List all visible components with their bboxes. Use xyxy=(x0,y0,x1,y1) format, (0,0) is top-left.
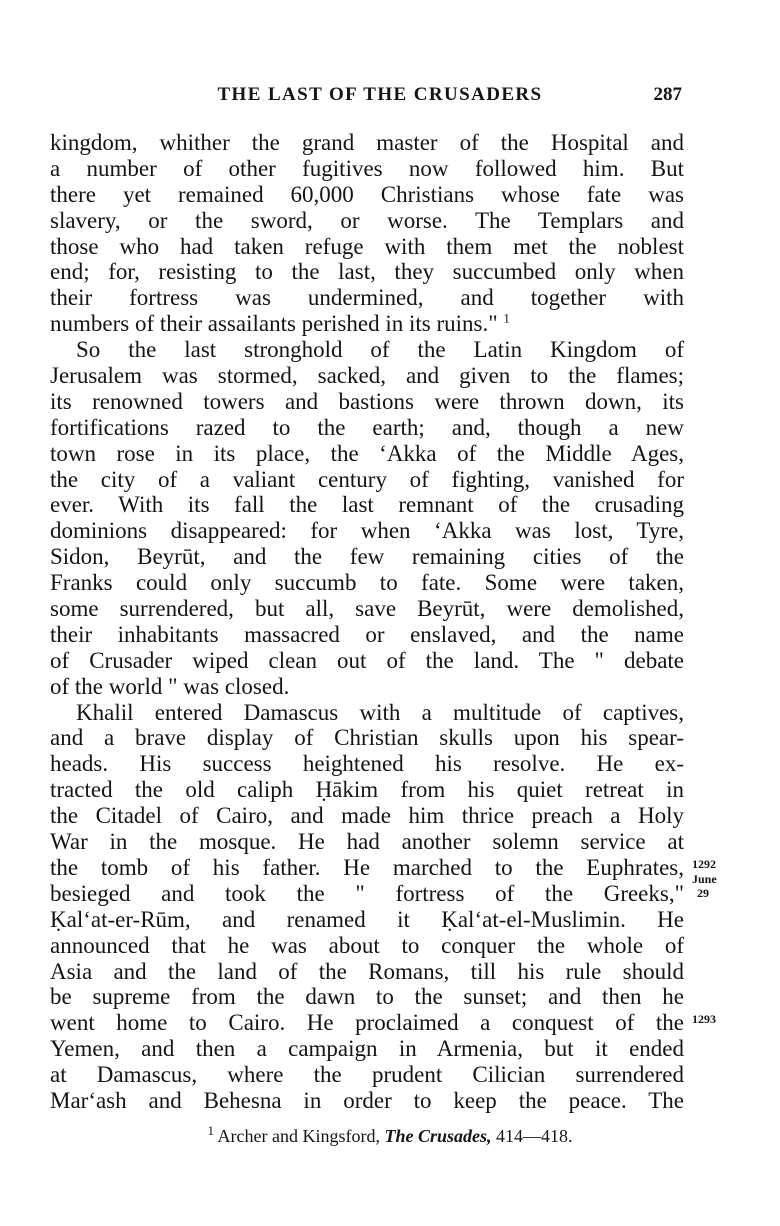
text-line: town rose in its place, the ‘Akka of the Middle Ages, xyxy=(50,440,684,466)
text-line: some surrendered, but all, save Beyrūt, were demolished, xyxy=(50,596,684,622)
text-line: the tomb of his father. He marched to the Euphrates, xyxy=(50,854,684,880)
page-header xyxy=(50,84,684,114)
text-line: Asia and the land of the Romans, till his rule should xyxy=(50,958,684,984)
text-line: numbers of their assailants perished in its ruins." xyxy=(50,311,498,337)
text-line: end; for, resisting to the last, they succumbed only when xyxy=(50,259,684,285)
margin-day-29: 29 xyxy=(697,886,709,900)
text-line: and a brave display of Christian skulls upon his spear- xyxy=(50,725,684,751)
text-line: fortifications razed to the earth; and, though a new xyxy=(50,414,684,440)
body-text xyxy=(50,130,684,1114)
running-title: THE LAST OF THE CRUSADERS xyxy=(217,84,543,105)
text-line: tracted the old caliph Ḥākim from his quiet retreat in xyxy=(50,777,684,803)
text-line: dominions disappeared: for when ‘Akka was lost, Tyre, xyxy=(50,518,684,544)
footnote xyxy=(0,1123,780,1147)
text-line: of Crusader wiped clean out of the land. The " debate xyxy=(50,647,684,673)
footnote-pages: 414—418. xyxy=(495,1126,573,1146)
footnote-authors: Archer and Kingsford, xyxy=(217,1126,380,1146)
text-line: their inhabitants massacred or enslaved, and the name xyxy=(50,621,684,647)
footnote-mark: 1 xyxy=(207,1123,214,1138)
text-line: at Damascus, where the prudent Cilician surrendered xyxy=(50,1062,684,1088)
text-line: Jerusalem was stormed, sacked, and given to the flames; xyxy=(50,363,684,389)
text-line: slavery, or the sword, or worse. The Templars and xyxy=(50,207,684,233)
text-line: be supreme from the dawn to the sunset; and then he xyxy=(50,984,684,1010)
text-line: besieged and took the " fortress of the Greeks," xyxy=(50,880,684,906)
margin-month-june: June xyxy=(692,872,717,886)
text-line: of the world " was closed. xyxy=(50,673,290,699)
margin-year-1293: 1293 xyxy=(692,1012,716,1026)
text-line: the Citadel of Cairo, and made him thrice preach a Holy xyxy=(50,803,684,829)
text-line: Ḳal‘at-er-Rūm, and renamed it Ḳal‘at-el-Muslimin. He xyxy=(50,906,684,932)
margin-year-1292: 1292 xyxy=(692,857,716,871)
paragraph-start: Khalil entered Damascus with a multitude of captives, xyxy=(76,699,684,725)
text-line: ever. With its fall the last remnant of the crusading xyxy=(50,492,684,518)
text-line: there yet remained 60,000 Christians whose fate was xyxy=(50,181,684,207)
text-line-with-note xyxy=(50,311,684,337)
text-line: War in the mosque. He had another solemn service at xyxy=(50,829,684,855)
text-line: announced that he was about to conquer the whole of xyxy=(50,932,684,958)
text-line: its renowned towers and bastions were thrown down, its xyxy=(50,388,684,414)
text-line: heads. His success heightened his resolve. He ex- xyxy=(50,751,684,777)
text-line: Sidon, Beyrūt, and the few remaining cities of the xyxy=(50,544,684,570)
text-line: went home to Cairo. He proclaimed a conquest of the xyxy=(50,1010,684,1036)
footnote-reference: 1 xyxy=(503,310,510,326)
page-number: 287 xyxy=(653,84,682,105)
footnote-title: The Crusades, xyxy=(384,1126,492,1146)
text-line: a number of other fugitives now followed him. But xyxy=(50,155,684,181)
paragraph-start: So the last stronghold of the Latin Kingdom of xyxy=(76,337,684,363)
text-line: kingdom, whither the grand master of the Hospital and xyxy=(50,130,684,155)
text-line: their fortress was undermined, and together with xyxy=(50,285,684,311)
text-line: those who had taken refuge with them met the noblest xyxy=(50,233,684,259)
text-line: Franks could only succumb to fate. Some were taken, xyxy=(50,570,684,596)
text-line: Mar‘ash and Behesna in order to keep the peace. The xyxy=(50,1087,684,1113)
text-line: Yemen, and then a campaign in Armenia, but it ended xyxy=(50,1036,684,1062)
text-line: the city of a valiant century of fighting, vanished for xyxy=(50,466,684,492)
